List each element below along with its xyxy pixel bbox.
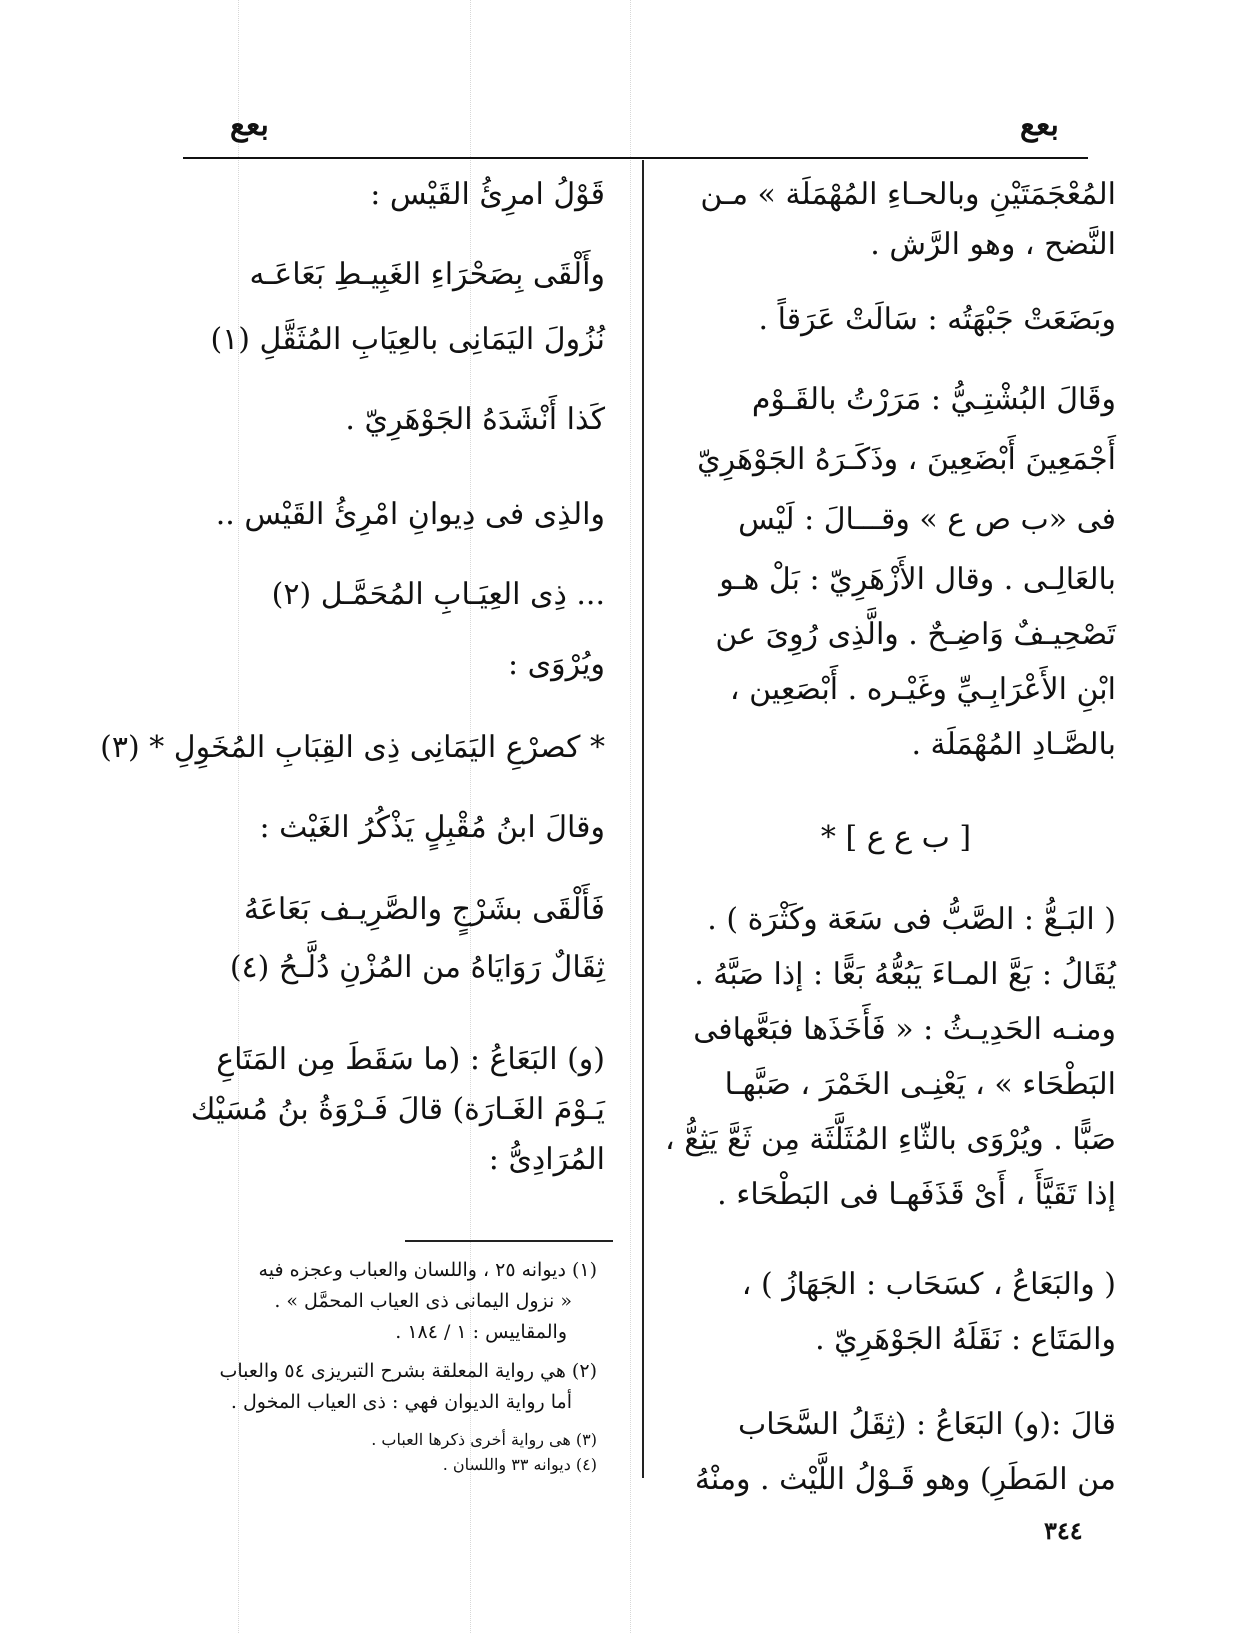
text-line: قَوْلُ امرِئُ القَيْس : <box>370 177 605 212</box>
verse-line: فَأَلْقَى بشَرْجٍ والصَّرِيـف بَعَاعَهُ <box>243 892 605 927</box>
running-header-left: بعع <box>230 108 269 143</box>
page-number: ٣٤٤ <box>1044 1516 1083 1545</box>
entry-heading: [ ب ع ع ] * <box>820 820 972 855</box>
text-line: يَـوْمَ الغَـارَة) قالَ فَـرْوَةُ بنُ مُسَيْك <box>190 1092 605 1127</box>
text-line: تَصْحِيـفٌ وَاضِـحٌ . والَّذِى رُوِىَ عن <box>715 617 1116 652</box>
footnote-line: (٢) هي رواية المعلقة بشرح التبريزى ٥٤ والعباب <box>219 1360 597 1382</box>
text-line: النَّضح ، وهو الرَّش . <box>870 227 1116 262</box>
text-line: والمَتَاع : نَقَلَهُ الجَوْهَرِيّ . <box>815 1322 1116 1357</box>
text-line: وقالَ ابنُ مُقْبِلٍ يَذْكُرُ الغَيْث : <box>259 810 605 845</box>
text-line: بالعَالِـى . وقال الأَزْهَرِيّ : بَلْ هـو <box>719 562 1116 597</box>
text-line: بالصَّـادِ المُهْمَلَة . <box>911 727 1116 762</box>
footnote-line: « نزول اليمانى ذى العياب المحمَّل » . <box>274 1290 572 1312</box>
column-divider <box>642 160 644 1478</box>
footnote-line: أما رواية الديوان فهي : ذى العياب المخول . <box>230 1391 572 1413</box>
footnote-rule <box>405 1240 613 1242</box>
text-line: يُقَالُ : بَعَّ المـاءَ يَبُعُّهُ بَعًّا : إذا صَبَّهُ . <box>694 957 1116 992</box>
text-line: وبَضَعَتْ جَبْهَتُه : سَالَتْ عَرَقاً . <box>758 302 1116 337</box>
text-line: قالَ :(و) البَعَاعُ : (ثِقَلُ السَّحَاب <box>737 1407 1116 1442</box>
verse-line: * كصرْعِ اليَمَانِى ذِى القِبَابِ المُخَوِلِ * (٣) <box>100 730 605 765</box>
text-line: ويُرْوَى : <box>507 647 605 682</box>
text-line: البَطْحَاء » ، يَعْنِـى الخَمْرَ ، صَبَّهـا <box>724 1067 1116 1102</box>
text-line: إذا تَقَيَّأَ ، أَىْ قَذَفَهـا فى البَطْحَاء . <box>717 1177 1116 1212</box>
text-line: أَجْمَعِينَ أَبْضَعِينَ ، وذَكَـرَهُ الجَوْهَرِيّ <box>697 442 1116 477</box>
text-line: وقَالَ البُشْتِـيُّ : مَرَرْتُ بالقَـوْم <box>751 382 1116 417</box>
text-line: كَذا أَنْشَدَهُ الجَوْهَرِيّ . <box>345 402 605 437</box>
text-line: من المَطَرِ) وهو قَـوْلُ اللَّيْث . ومنْهُ <box>694 1462 1116 1497</box>
text-line: ( والبَعَاعُ ، كسَحَاب : الجَهَازُ ) ، <box>741 1267 1116 1302</box>
text-line: (و) البَعَاعُ : (ما سَقَطَ مِن المَتَاعِ <box>216 1042 605 1077</box>
footnote-line: والمقاييس : ١ / ١٨٤ . <box>395 1321 567 1343</box>
footnote-line: (١) ديوانه ٢٥ ، واللسان والعباب وعجزه فيه <box>258 1259 597 1281</box>
text-line: فى «ب ص ع » وقـــالَ : لَيْس <box>738 502 1116 537</box>
text-line: المُعْجَمَتَيْنِ وبالحـاءِ المُهْمَلَة » مـن <box>700 177 1116 212</box>
text-line: ومنـه الحَدِيـثُ : « فَأَخَذَها فبَعَّهافى <box>693 1012 1116 1047</box>
text-line: والذِى فى دِيوانِ امْرِئُ القَيْس .. <box>215 497 605 532</box>
verse-line: ثِقَالٌ رَوَايَاهُ من المُزْنِ دُلَّـحُ (٤) <box>229 950 605 985</box>
footnote-line: (٣) هى رواية أخرى ذكرها العباب . <box>371 1430 597 1449</box>
text-line: صَبًّا . ويُرْوَى بالثّاءِ المُثَلَّثَة مِن ثَعَّ يَثِعُّ ، <box>665 1122 1116 1157</box>
footnote-line: (٤) ديوانه ٣٣ واللسان . <box>442 1455 597 1474</box>
text-line: ابْنِ الأَعْرَابِـيِّ وغَيْـره . أَبْصَعِين ، <box>729 672 1116 707</box>
text-line: المُرَادِىُّ : <box>488 1142 605 1177</box>
verse-line: نُزُولَ اليَمَانِى بالعِيَابِ المُثَقَّلِ (١) <box>210 322 605 357</box>
scan-guide-line <box>630 0 631 1633</box>
running-header-right: بعع <box>1020 108 1059 143</box>
verse-line: وأَلْقَى بِصَحْرَاءِ الغَبِيـطِ بَعَاعَـه <box>249 257 605 292</box>
text-line: ( البَـعُّ : الصَّبُّ فى سَعَة وكَثْرَة ) . <box>707 902 1116 937</box>
verse-line: ... ذِى العِيَـابِ المُحَمَّـل (٢) <box>271 577 605 612</box>
header-rule <box>183 157 1088 159</box>
